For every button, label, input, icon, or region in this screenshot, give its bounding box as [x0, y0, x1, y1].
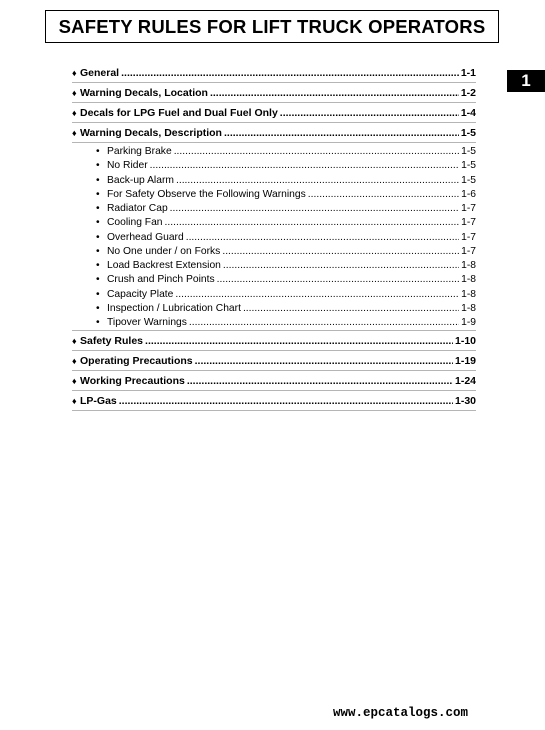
toc-subentry[interactable]: [72, 145, 476, 159]
dot-leader: [187, 374, 453, 388]
toc-page-number: 1-1: [460, 66, 476, 79]
toc-entry[interactable]: [72, 331, 476, 351]
toc-entry-label: Capacity Plate: [107, 288, 174, 300]
toc-page-number: 1-5: [460, 126, 476, 139]
diamond-bullet-icon: ♦: [72, 395, 77, 406]
toc-page-number: 1-8: [461, 274, 476, 286]
toc-entry-label: Safety Rules: [80, 334, 144, 347]
toc-page-number: 1-7: [461, 245, 476, 257]
dot-leader: [224, 126, 459, 140]
toc-page-number: 1-10: [454, 334, 476, 347]
toc-subentry[interactable]: [72, 231, 476, 245]
diamond-bullet-icon: ♦: [72, 67, 77, 78]
dot-bullet-icon: •: [96, 231, 100, 243]
dot-bullet-icon: •: [96, 245, 100, 257]
toc-page-number: 1-19: [454, 354, 476, 367]
dot-bullet-icon: •: [96, 217, 100, 229]
toc-page-number: 1-8: [461, 260, 476, 271]
dot-leader: [222, 245, 459, 259]
toc-page-number: 1-5: [461, 146, 476, 157]
toc-entry-label: Cooling Fan: [107, 217, 163, 229]
toc-page-number: 1-7: [461, 231, 476, 243]
toc-subentry[interactable]: [72, 188, 476, 202]
dot-leader: [217, 273, 460, 287]
toc-page-number: 1-5: [461, 174, 476, 186]
diamond-bullet-icon: ♦: [72, 375, 77, 386]
footer-website: www.epcatalogs.com: [333, 706, 469, 720]
toc-entry[interactable]: [72, 103, 476, 123]
dot-leader: [175, 288, 459, 302]
toc-entry[interactable]: [72, 391, 476, 411]
toc-entry[interactable]: [72, 351, 476, 371]
toc-page-number: 1-4: [460, 106, 476, 119]
toc-page-number: 1-9: [461, 317, 476, 328]
dot-leader: [150, 159, 459, 173]
dot-leader: [176, 174, 459, 188]
toc-subentry[interactable]: [72, 174, 476, 188]
dot-bullet-icon: •: [96, 288, 100, 300]
dot-bullet-icon: •: [96, 188, 100, 200]
toc-subentry[interactable]: [72, 202, 476, 216]
toc-entry-label: Inspection / Lubrication Chart: [107, 302, 241, 314]
toc-entry-label: Back-up Alarm: [107, 174, 174, 186]
toc-page-number: 1-5: [461, 160, 476, 172]
toc-entry-label: Working Precautions: [80, 374, 185, 387]
toc-entry-label: Decals for LPG Fuel and Dual Fuel Only: [80, 106, 278, 119]
dot-leader: [308, 188, 459, 202]
dot-leader: [280, 106, 459, 120]
toc-page-number: 1-24: [454, 374, 476, 387]
dot-leader: [121, 66, 459, 80]
toc-entry-label: No Rider: [107, 160, 148, 172]
toc-entry-label: No One under / on Forks: [107, 245, 221, 257]
toc-page-number: 1-2: [460, 86, 476, 99]
toc-subentry[interactable]: [72, 259, 476, 273]
toc-page-number: 1-7: [461, 217, 476, 229]
dot-leader: [170, 202, 459, 216]
chapter-tab: 1: [507, 70, 545, 92]
dot-leader: [210, 86, 459, 100]
toc-subentry[interactable]: [72, 316, 476, 330]
dot-leader: [189, 316, 459, 330]
dot-bullet-icon: •: [96, 146, 100, 157]
toc-entry[interactable]: [72, 123, 476, 143]
toc-page-number: 1-7: [461, 203, 476, 214]
toc-subentry[interactable]: [72, 302, 476, 316]
toc-subentry[interactable]: [72, 159, 476, 173]
diamond-bullet-icon: ♦: [72, 107, 77, 118]
toc-entry[interactable]: [72, 83, 476, 103]
dot-leader: [119, 394, 453, 408]
page-title: SAFETY RULES FOR LIFT TRUCK OPERATORS: [45, 10, 499, 43]
dot-bullet-icon: •: [96, 302, 100, 314]
dot-bullet-icon: •: [96, 260, 100, 271]
dot-bullet-icon: •: [96, 174, 100, 186]
diamond-bullet-icon: ♦: [72, 335, 77, 346]
dot-leader: [223, 259, 459, 273]
table-of-contents: [72, 63, 476, 411]
toc-entry-label: Warning Decals, Location: [80, 86, 208, 99]
toc-page-number: 1-30: [454, 394, 476, 407]
diamond-bullet-icon: ♦: [72, 87, 77, 98]
toc-page-number: 1-6: [461, 188, 476, 200]
toc-entry-label: For Safety Observe the Following Warnings: [107, 188, 306, 200]
dot-leader: [195, 354, 453, 368]
toc-entry[interactable]: [72, 63, 476, 83]
dot-bullet-icon: •: [96, 274, 100, 286]
toc-entry[interactable]: [72, 371, 476, 391]
dot-leader: [243, 302, 459, 316]
toc-page-number: 1-8: [461, 288, 476, 300]
toc-entry-label: Load Backrest Extension: [107, 260, 221, 271]
toc-entry-label: General: [80, 66, 120, 79]
toc-subentry[interactable]: [72, 288, 476, 302]
diamond-bullet-icon: ♦: [72, 355, 77, 366]
dot-leader: [174, 145, 459, 159]
toc-entry-label: Radiator Cap: [107, 203, 168, 214]
toc-entry-label: Overhead Guard: [107, 231, 184, 243]
dot-leader: [165, 216, 460, 230]
dot-bullet-icon: •: [96, 203, 100, 214]
toc-subentry[interactable]: [72, 216, 476, 230]
dot-leader: [186, 231, 459, 245]
toc-page-number: 1-8: [461, 302, 476, 314]
toc-subentry[interactable]: [72, 245, 476, 259]
toc-entry-label: Operating Precautions: [80, 354, 193, 367]
toc-entry-label: Tipover Warnings: [107, 317, 187, 328]
toc-entry-label: LP-Gas: [80, 394, 117, 407]
dot-bullet-icon: •: [96, 317, 100, 328]
toc-entry-label: Warning Decals, Description: [80, 126, 222, 139]
toc-entry-label: Crush and Pinch Points: [107, 274, 215, 286]
toc-subentry[interactable]: [72, 273, 476, 287]
toc-entry-label: Parking Brake: [107, 146, 172, 157]
diamond-bullet-icon: ♦: [72, 127, 77, 138]
dot-leader: [145, 334, 453, 348]
dot-bullet-icon: •: [96, 160, 100, 172]
